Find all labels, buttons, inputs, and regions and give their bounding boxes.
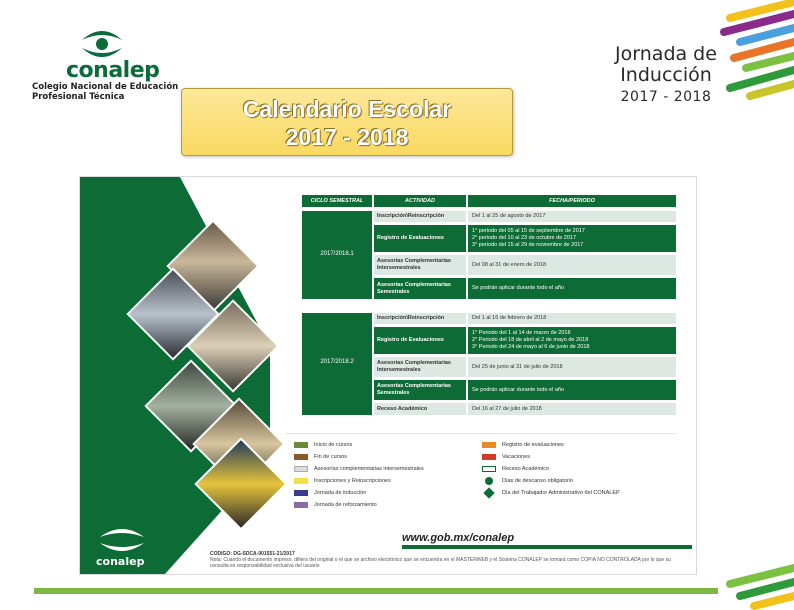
calendar-title-line1: Calendario Escolar <box>242 96 452 122</box>
activity-cell: Receso Académico <box>374 403 466 415</box>
activity-cell: Asesorías Complementarias Intersemestrales <box>374 255 466 275</box>
date-cell: Se podrán aplicar durante todo el año <box>468 380 676 400</box>
legend-item: Días de descanso obligatorio <box>482 476 573 486</box>
colored-pencils-top-icon <box>690 0 794 110</box>
cycle-block <box>302 211 372 299</box>
legend-item: Fin de cursos <box>294 452 347 462</box>
date-cell: 1° periodo del 05 al 15 de septiembre de 2017 2° periodo del 10 al 23 de octubre de 2017 3° periodo del 15 al 29 de noviembre de 2017 <box>468 225 676 252</box>
legend-item: Registro de evaluaciones <box>482 440 564 450</box>
legend-item: Receso Académico <box>482 464 549 474</box>
legend-swatch <box>482 442 496 448</box>
date-cell: Del 1 al 25 de agosto de 2017 <box>468 211 676 222</box>
event-title-line1: Jornada de <box>615 43 717 65</box>
conalep-emblem-icon <box>78 26 126 60</box>
legend-swatch <box>294 502 308 508</box>
legend-item: Día del Trabajador Administrativo del CONALEP <box>482 488 620 498</box>
activity-cell: Asesorías Complementarias Intersemestrales <box>374 357 466 377</box>
calendar-legend <box>286 433 676 518</box>
legend-swatch <box>294 490 308 496</box>
legend-item: Jornada de reforzamiento <box>294 500 377 510</box>
activity-cell: Inscripción\Reinscripción <box>374 211 466 222</box>
col-header-ciclo: CICLO SEMESTRAL <box>302 195 372 207</box>
legend-swatch <box>294 478 308 484</box>
legend-item: Asesorías complementarias intersemestrales <box>294 464 424 474</box>
col-header-fecha: FECHA/PERIODO <box>468 195 676 207</box>
date-cell: Del 08 al 31 de enero de 2018 <box>468 255 676 275</box>
logo-subtitle: Colegio Nacional de Educación Profesional Técnica <box>32 82 179 102</box>
activity-cell: Inscripción\Reinscripción <box>374 313 466 324</box>
legend-item: Inicio de cursos <box>294 440 352 450</box>
col-header-actividad: ACTIVIDAD <box>374 195 466 207</box>
legend-swatch <box>294 466 308 472</box>
poster-logo-wordmark: conalep <box>96 555 145 568</box>
legend-swatch <box>485 477 493 485</box>
legend-swatch <box>482 466 496 472</box>
event-title-line2: Inducción <box>620 64 712 86</box>
cycle-name: 2017/2018.2 <box>320 359 354 365</box>
date-cell: Del 16 al 27 de julio de 2018 <box>468 403 676 415</box>
legend-item: Vacaciones <box>482 452 530 462</box>
legend-swatch <box>294 454 308 460</box>
website-bar <box>402 545 692 549</box>
legend-swatch <box>483 487 494 498</box>
activity-cell: Registro de Evaluaciones <box>374 327 466 354</box>
cycle-name: 2017/2018.1 <box>320 251 354 257</box>
activity-cell: Registro de Evaluaciones <box>374 225 466 252</box>
event-title-line3: 2017 - 2018 <box>620 89 712 105</box>
date-cell: Del 25 de junio al 31 de julio de 2018 <box>468 357 676 377</box>
legend-swatch <box>482 454 496 460</box>
conalep-logo <box>30 22 180 122</box>
legend-item: Inscripciones y Reinscripciones <box>294 476 391 486</box>
calendar-title-line2: 2017 - 2018 <box>285 124 409 150</box>
legend-swatch <box>294 442 308 448</box>
document-code: CODIGO: DG-SDCA-001551-21/2017 <box>210 551 295 557</box>
activity-cell: Asesorías Complementarias Semestrales <box>374 380 466 400</box>
calendar-title <box>181 88 513 156</box>
legend-item: Jornada de inducción <box>294 488 366 498</box>
calendar-poster <box>79 176 697 575</box>
activity-cell: Asesorías Complementarias Semestrales <box>374 278 466 299</box>
date-cell: Se podrán aplicar durante todo el año <box>468 278 676 299</box>
colored-pencils-bottom-icon <box>700 528 794 610</box>
footer-bar <box>34 588 718 594</box>
date-cell: Del 1 al 16 de febrero de 2018 <box>468 313 676 324</box>
cycle-block <box>302 313 372 415</box>
logo-wordmark: conalep <box>66 58 160 83</box>
date-cell: 1° Periodo del 1 al 14 de marzo de 2018 2° Periodo del 18 de abril al 2 de mayo de 2018 3° Periodo del 24 de mayo al 6 de junio de 2018 <box>468 327 676 354</box>
document-note: Nota: Cuando el documento impreso, difiera del original o el que se archivo electrónico que se encuentra en el MASTERWEB y el Sistema CONALEP se tomará como COPIA NO CONTROLADA por lo que su consulta es responsabilidad exclusiva del usuario <box>210 557 671 569</box>
website-link[interactable]: www.gob.mx/conalep <box>402 532 515 544</box>
